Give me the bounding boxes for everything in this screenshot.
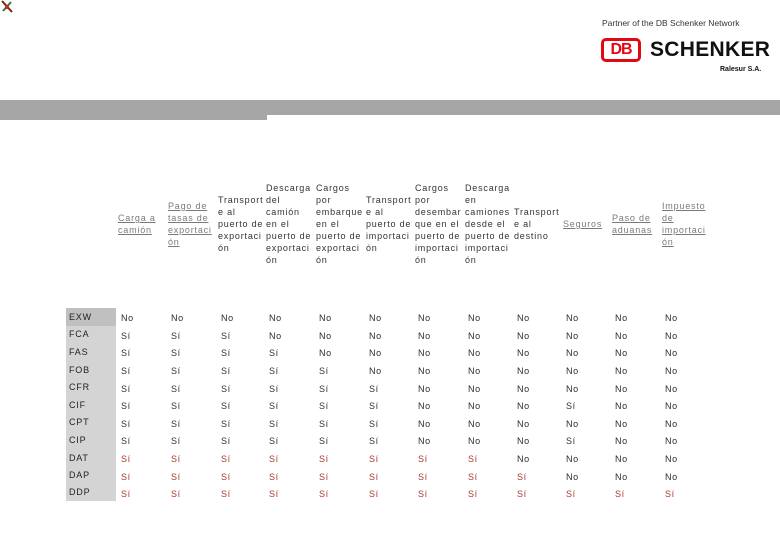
table-cell: Sí [369,419,379,429]
table-cell: Sí [121,401,131,411]
table-cell: No [615,419,628,429]
corner-mascot-icon [0,0,14,14]
table-cell: No [665,348,678,358]
table-cell: No [468,366,481,376]
table-cell: No [369,313,382,323]
table-cell: Sí [319,401,329,411]
table-cell: Sí [615,489,625,499]
table-cell: No [221,313,234,323]
table-cell: No [566,313,579,323]
table-cell: No [468,419,481,429]
table-cell: No [615,472,628,482]
table-cell: Sí [269,366,279,376]
table-cell: No [566,454,579,464]
table-cell: No [468,331,481,341]
table-cell: No [665,436,678,446]
table-cell: Sí [517,472,527,482]
table-cell: Sí [221,489,231,499]
column-header-11[interactable]: Paso de aduanas [612,213,653,235]
table-cell: Sí [369,454,379,464]
table-cell: Sí [171,366,181,376]
table-cell: Sí [468,472,478,482]
table-cell: Sí [369,489,379,499]
table-cell: No [468,384,481,394]
table-cell: Sí [517,489,527,499]
table-cell: No [517,366,530,376]
table-cell: Sí [269,348,279,358]
table-cell: Sí [269,401,279,411]
table-cell: Sí [319,472,329,482]
table-cell: No [665,472,678,482]
table-cell: Sí [121,331,131,341]
table-cell: Sí [468,454,478,464]
incoterm-label: EXW [66,308,116,326]
table-cell: Sí [221,454,231,464]
table-cell: No [665,331,678,341]
table-cell: Sí [369,436,379,446]
table-cell: Sí [418,454,428,464]
column-header-9: Transport e al destino [514,207,560,241]
table-cell: Sí [269,454,279,464]
table-cell: No [566,348,579,358]
table-cell: No [418,384,431,394]
incoterm-label: FAS [66,343,116,361]
column-header-3: Transport e al puerto de exportaci ón [218,195,264,253]
table-cell: No [517,401,530,411]
table-cell: Sí [121,419,131,429]
table-cell: Sí [221,419,231,429]
incoterm-label: CIP [66,431,116,449]
table-cell: No [665,401,678,411]
company-name: Ralesur S.A. [720,66,762,73]
table-cell: No [319,313,332,323]
column-header-7: Cargos por desembar que en el puerto de importaci ón [415,183,462,265]
table-cell: No [418,313,431,323]
table-cell: Sí [121,489,131,499]
table-cell: Sí [221,384,231,394]
table-cell: No [369,366,382,376]
table-cell: Sí [319,454,329,464]
table-cell: No [665,313,678,323]
table-cell: Sí [665,489,675,499]
table-cell: Sí [171,401,181,411]
table-cell: Sí [269,384,279,394]
table-cell: No [615,454,628,464]
table-cell: Sí [221,366,231,376]
table-cell: No [468,348,481,358]
table-cell: No [517,454,530,464]
table-cell: Sí [121,436,131,446]
schenker-logo-word: SCHENKER [650,38,771,61]
incoterm-label: DDP [66,484,116,501]
table-cell: No [566,366,579,376]
table-cell: Sí [171,331,181,341]
column-header-8: Descarga en camiones desde el puerto de importaci ón [465,183,511,265]
table-cell: Sí [269,489,279,499]
table-cell: No [665,419,678,429]
table-cell: No [418,348,431,358]
table-cell: No [615,401,628,411]
table-cell: Sí [171,348,181,358]
table-cell: Sí [221,348,231,358]
table-cell: No [615,348,628,358]
table-cell: No [566,384,579,394]
table-cell: No [615,384,628,394]
table-cell: Sí [319,366,329,376]
table-cell: Sí [269,472,279,482]
column-header-10[interactable]: Seguros [563,219,603,229]
table-cell: No [615,436,628,446]
table-cell: Sí [319,436,329,446]
table-cell: Sí [319,419,329,429]
table-cell: No [319,348,332,358]
table-cell: No [418,331,431,341]
table-cell: Sí [121,384,131,394]
table-cell: No [615,313,628,323]
column-header-2[interactable]: Pago de tasas de exportaci ón [168,201,212,247]
incoterm-label: DAT [66,449,116,467]
table-cell: Sí [269,436,279,446]
table-cell: Sí [566,489,576,499]
incoterm-label: CIF [66,396,116,414]
table-cell: No [269,331,282,341]
table-cell: Sí [566,436,576,446]
table-cell: Sí [171,436,181,446]
table-cell: Sí [418,489,428,499]
table-cell: Sí [121,348,131,358]
table-cell: Sí [121,472,131,482]
column-header-5: Cargos por embarque en el puerto de exportaci ón [316,183,363,265]
table-cell: No [418,401,431,411]
table-cell: No [615,331,628,341]
incoterm-label: CFR [66,379,116,396]
table-cell: No [319,331,332,341]
table-cell: No [418,419,431,429]
table-cell: Sí [369,384,379,394]
table-cell: Sí [319,489,329,499]
incoterm-label: CPT [66,414,116,431]
table-cell: No [418,436,431,446]
table-cell: No [468,313,481,323]
table-cell: No [665,384,678,394]
table-cell: Sí [171,419,181,429]
table-cell: No [468,436,481,446]
column-header-1[interactable]: Carga a camión [118,213,156,235]
table-cell: Sí [171,384,181,394]
table-cell: Sí [369,401,379,411]
table-cell: Sí [221,436,231,446]
partner-network-text: Partner of the DB Schenker Network [602,18,740,28]
table-cell: No [468,401,481,411]
column-header-6: Transport e al puerto de importaci ón [366,195,412,253]
table-cell: Sí [319,384,329,394]
table-cell: No [369,331,382,341]
table-cell: No [517,384,530,394]
table-cell: Sí [221,401,231,411]
db-logo-mark: DB [601,38,641,62]
table-cell: No [517,419,530,429]
table-cell: No [665,366,678,376]
table-cell: No [121,313,134,323]
table-cell: Sí [171,454,181,464]
table-cell: No [418,366,431,376]
incoterm-label: DAP [66,467,116,484]
table-cell: Sí [468,489,478,499]
table-cell: Sí [221,331,231,341]
table-cell: No [369,348,382,358]
table-cell: No [517,313,530,323]
table-cell: No [517,436,530,446]
incoterm-label: FCA [66,326,116,343]
column-header-4: Descarga del camión en el puerto de exportaci ón [266,183,312,265]
title-band-notch [267,115,780,120]
table-cell: No [171,313,184,323]
table-cell: No [566,331,579,341]
table-cell: Sí [121,454,131,464]
table-cell: No [269,313,282,323]
table-cell: Sí [171,472,181,482]
table-cell: No [615,366,628,376]
column-header-12[interactable]: Impuesto de importaci ón [662,201,706,247]
table-cell: Sí [269,419,279,429]
incoterm-label: FOB [66,361,116,379]
table-cell: No [566,472,579,482]
table-cell: No [517,348,530,358]
table-cell: No [517,331,530,341]
table-cell: Sí [171,489,181,499]
table-cell: Sí [418,472,428,482]
table-cell: Sí [369,472,379,482]
table-cell: Sí [221,472,231,482]
table-cell: No [665,454,678,464]
table-cell: No [566,419,579,429]
table-cell: Sí [566,401,576,411]
table-cell: Sí [121,366,131,376]
